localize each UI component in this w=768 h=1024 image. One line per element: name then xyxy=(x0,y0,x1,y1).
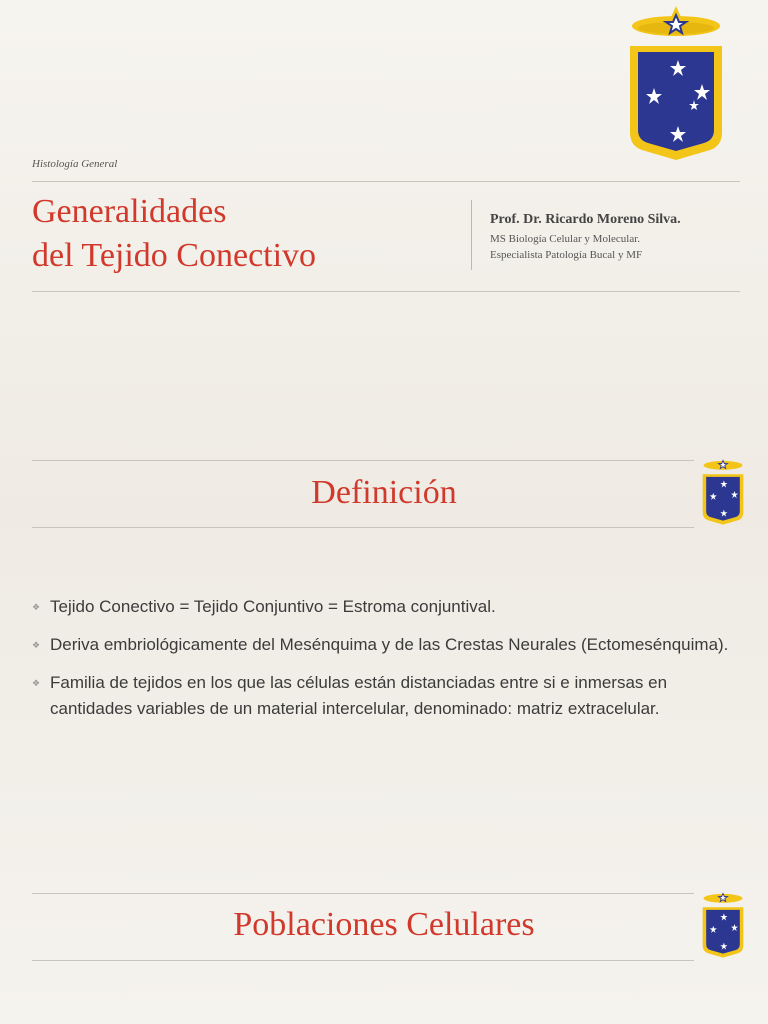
bullet-text: Familia de tejidos en los que las células están distanciadas entre si e inmersas en cantidades variables de un material intercelular, denominado: matriz extracelular. xyxy=(50,673,668,718)
bullet-text: Tejido Conectivo = Tejido Conjuntivo = Estroma conjuntival. xyxy=(50,597,496,616)
section-title-poblaciones: Poblaciones Celulares xyxy=(233,906,535,943)
page-title xyxy=(32,190,316,278)
header-bottom-rule xyxy=(32,291,740,292)
list-item xyxy=(32,632,742,658)
author-name: Prof. Dr. Ricardo Moreno Silva. xyxy=(490,212,681,227)
title-line-2: del Tejido Conectivo xyxy=(32,237,317,274)
definition-bullet-list xyxy=(32,594,742,734)
bullet-text: Deriva embriológicamente del Mesénquima y de las Crestas Neurales (Ectomesénquima). xyxy=(50,635,729,654)
crest-shield-icon xyxy=(624,4,728,164)
subject-label: Histología General xyxy=(32,158,118,170)
author-credential-1: MS Biología Celular y Molecular. xyxy=(490,233,641,245)
section2-bottom-rule xyxy=(32,960,694,961)
header-top-rule xyxy=(32,181,740,182)
diamond-bullet-icon: ❖ xyxy=(32,602,41,612)
diamond-bullet-icon: ❖ xyxy=(32,678,41,688)
list-item xyxy=(32,670,742,722)
diamond-bullet-icon: ❖ xyxy=(32,640,41,650)
list-item xyxy=(32,594,742,620)
section1-top-rule xyxy=(32,460,694,461)
header-vertical-divider xyxy=(471,200,472,270)
section2-top-rule xyxy=(32,893,694,894)
crest-shield-icon xyxy=(700,888,746,960)
section-title-definicion: Definición xyxy=(311,474,457,511)
crest-shield-icon xyxy=(700,455,746,527)
section1-bottom-rule xyxy=(32,527,694,528)
title-line-1: Generalidades xyxy=(32,193,227,230)
author-credential-2: Especialista Patología Bucal y MF xyxy=(490,249,643,261)
